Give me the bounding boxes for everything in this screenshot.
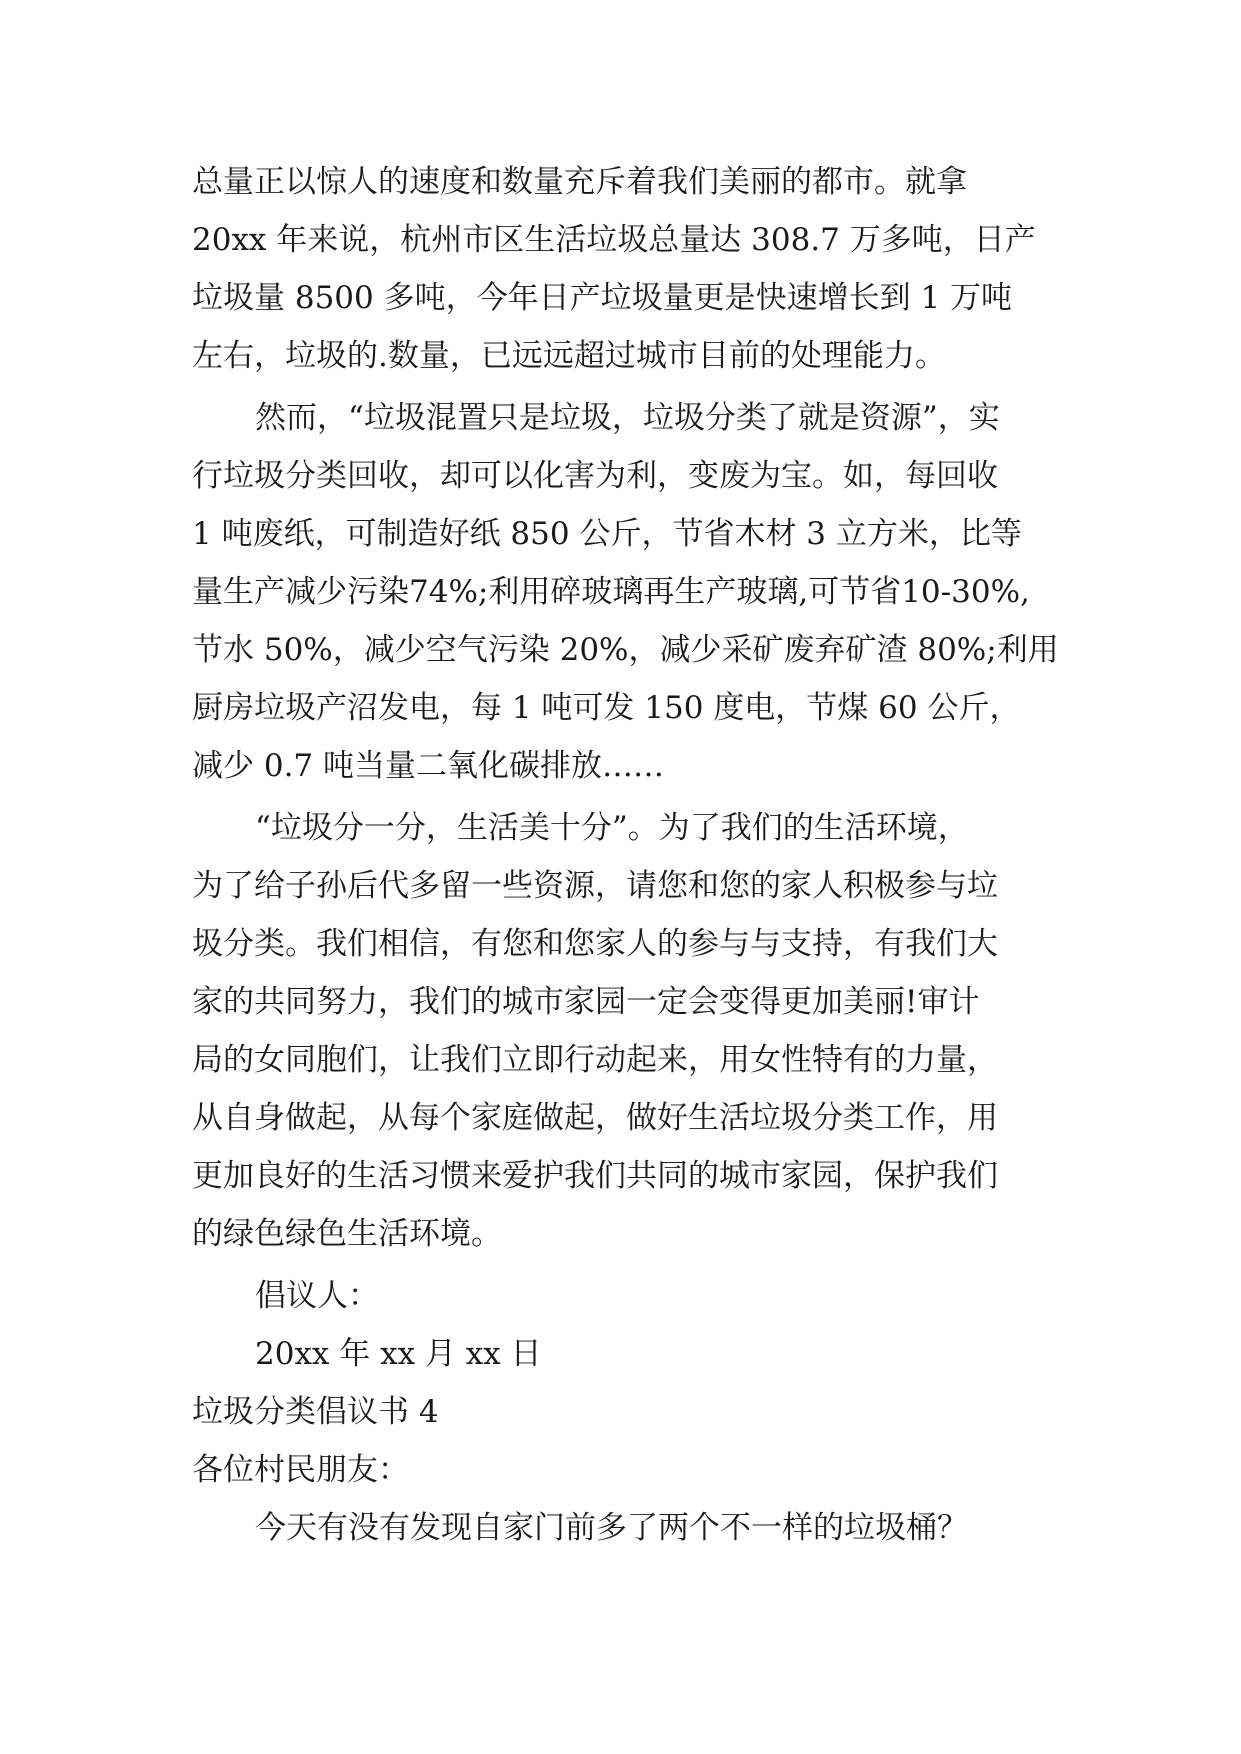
paragraph-line: 垃圾量 8500 多吨，今年日产垃圾量更是快速增长到 1 万吨 [192, 280, 1013, 316]
paragraph-line: 总量正以惊人的速度和数量充斥着我们美丽的都市。就拿 [192, 164, 967, 200]
paragraph-line: 节水 50%，减少空气污染 20%，减少采矿废弃矿渣 80%;利用 [192, 632, 1059, 668]
signer-label: 倡议人： [255, 1278, 379, 1314]
paragraph-line: 从自身做起，从每个家庭做起，做好生活垃圾分类工作，用 [192, 1100, 998, 1136]
paragraph-line: 1 吨废纸，可制造好纸 850 公斤，节省木材 3 立方米，比等 [192, 516, 1022, 552]
paragraph-line: 然而，“垃圾混置只是垃圾，垃圾分类了就是资源”，实 [255, 400, 1000, 436]
paragraph-line: 今天有没有发现自家门前多了两个不一样的垃圾桶？ [255, 1510, 968, 1546]
paragraph-line: 局的女同胞们，让我们立即行动起来，用女性特有的力量， [192, 1042, 998, 1078]
paragraph-line: 20xx 年来说，杭州市区生活垃圾总量达 308.7 万多吨，日产 [192, 222, 1036, 258]
paragraph-line: 量生产减少污染74%;利用碎玻璃再生产玻璃,可节省10-30%, [192, 574, 1030, 610]
section-title: 垃圾分类倡议书 4 [192, 1394, 439, 1430]
paragraph-line: 左右，垃圾的.数量，已远远超过城市目前的处理能力。 [192, 338, 946, 374]
salutation: 各位村民朋友： [192, 1452, 409, 1488]
paragraph-line: “垃圾分一分，生活美十分”。为了我们的生活环境， [255, 810, 969, 846]
paragraph-line: 更加良好的生活习惯来爱护我们共同的城市家园，保护我们 [192, 1158, 998, 1194]
paragraph-line: 圾分类。我们相信，有您和您家人的参与与支持，有我们大 [192, 926, 998, 962]
paragraph-line: 为了给子孙后代多留一些资源，请您和您的家人积极参与垃 [192, 868, 998, 904]
paragraph-line: 减少 0.7 吨当量二氧化碳排放…… [192, 748, 665, 784]
paragraph-line: 厨房垃圾产沼发电，每 1 吨可发 150 度电，节煤 60 公斤， [192, 690, 1021, 726]
paragraph-line: 的绿色绿色生活环境。 [192, 1216, 502, 1252]
paragraph-line: 行垃圾分类回收，却可以化害为利，变废为宝。如，每回收 [192, 458, 998, 494]
paragraph-line: 家的共同努力，我们的城市家园一定会变得更加美丽!审计 [192, 984, 980, 1020]
date-line: 20xx 年 xx 月 xx 日 [255, 1336, 542, 1372]
